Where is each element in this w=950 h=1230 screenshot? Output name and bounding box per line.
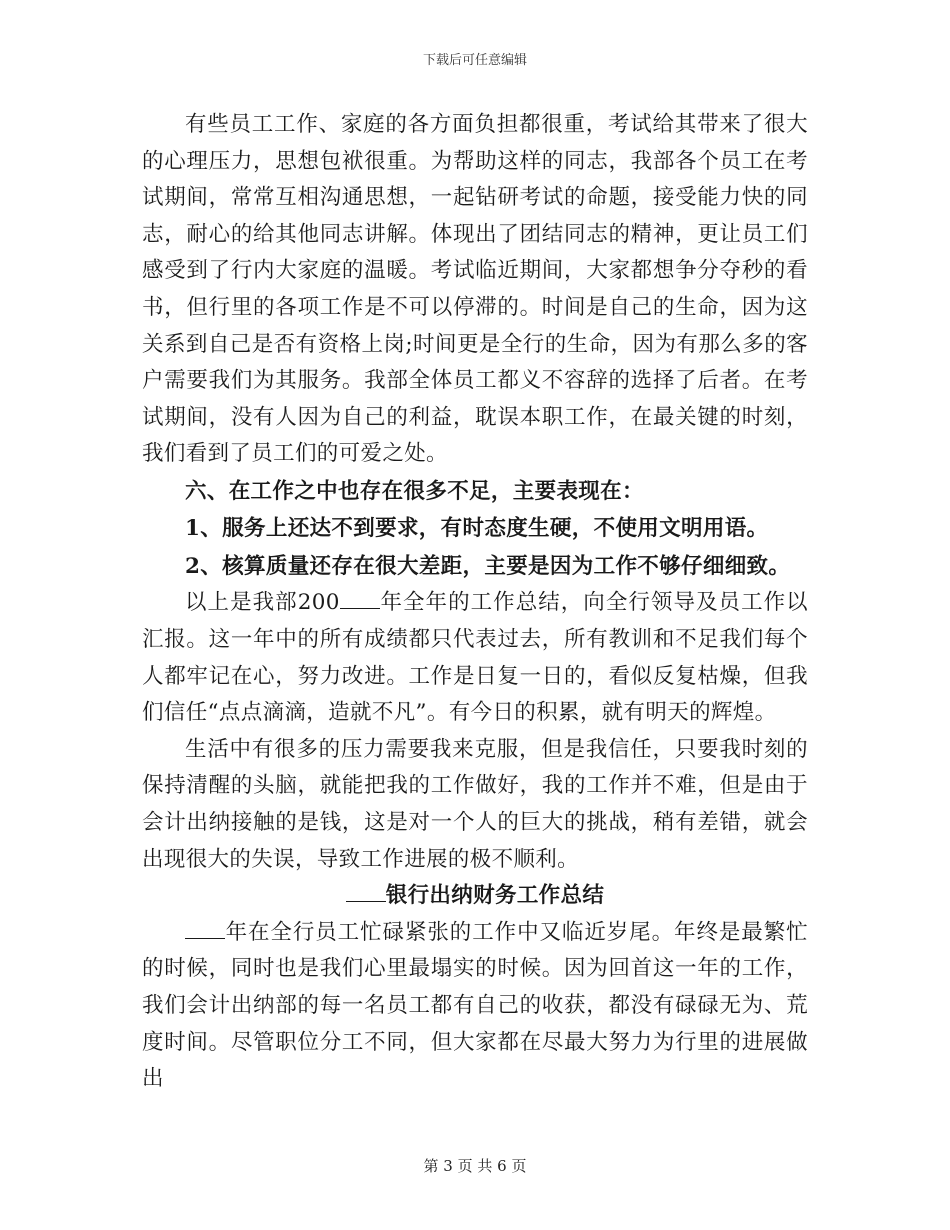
section-title-text: 银行出纳财务工作总结 xyxy=(385,883,605,909)
page-number: 第 3 页 共 6 页 xyxy=(423,1157,527,1175)
paragraph-year-end xyxy=(142,915,808,1098)
title-blank xyxy=(346,883,386,902)
year-blank-2 xyxy=(185,920,225,939)
section-shortcomings-heading: 六、在工作之中也存在很多不足，主要表现在： xyxy=(185,478,644,504)
paragraph-summary xyxy=(142,585,808,731)
summary-text: 年全年的工作总结，向全行领导及员工作以汇报。这一年中的所有成绩都只代表过去，所有教训和不足我们每个人都牢记在心，努力改进。工作是日复一日的，看似反复枯燥，但我们信任“点点滴滴，造就不凡”。有今日的积累，就有明天的辉煌。 xyxy=(142,590,808,726)
paragraph-exam-pressure: 有些员工工作、家庭的各方面负担都很重，考试给其带来了很大的心理压力，思想包袱很重。为帮助这样的同志，我部各个员工在考试期间，常常互相沟通思想，一起钻研考试的命题，接受能力快的同志，耐心的给其他同志讲解。体现出了团结同志的精神，更让员工们感受到了行内大家庭的温暖。考试临近期间，大家都想争分夺秒的看书，但行里的各项工作是不可以停滞的。时间是自己的生命，因为这关系到自己是否有资格上岗;时间更是全行的生命，因为有那么多的客户需要我们为其服务。我部全体员工都义不容辞的选择了后者。在考试期间，没有人因为自己的利益，耽误本职工作，在最关键的时刻，我们看到了员工们的可爱之处。 xyxy=(142,112,808,467)
summary-prefix: 以上是我部200 xyxy=(185,590,340,616)
paragraph-life-pressure: 生活中有很多的压力需要我来克服，但是我信任，只要我时刻的保持清醒的头脑，就能把我的工作做好，我的工作并不难，但是由于会计出纳接触的是钱，这是对一个人的巨大的挑战，稍有差错，就会出现很大的失误，导致工作进展的极不顺利。 xyxy=(142,736,808,872)
shortcoming-item-2: 2、核算质量还存在很大差距，主要是因为工作不够仔细细致。 xyxy=(185,553,791,579)
section-title xyxy=(142,878,808,915)
document-body xyxy=(142,107,808,1098)
page-header: 下载后可任意编辑 xyxy=(422,53,527,68)
year-blank xyxy=(340,590,380,609)
year-end-text: 年在全行员工忙碌紧张的工作中又临近岁尾。年终是最繁忙的时候，同时也是我们心里最塌实的时候。因为回首这一年的工作，我们会计出纳部的每一名员工都有自己的收获，都没有碌碌无为、荒度时间。尽管职位分工不同，但大家都在尽最大努力为行里的进展做出 xyxy=(142,919,808,1092)
shortcoming-item-1: 1、服务上还达不到要求，有时态度生硬，不使用文明用语。 xyxy=(185,516,769,542)
